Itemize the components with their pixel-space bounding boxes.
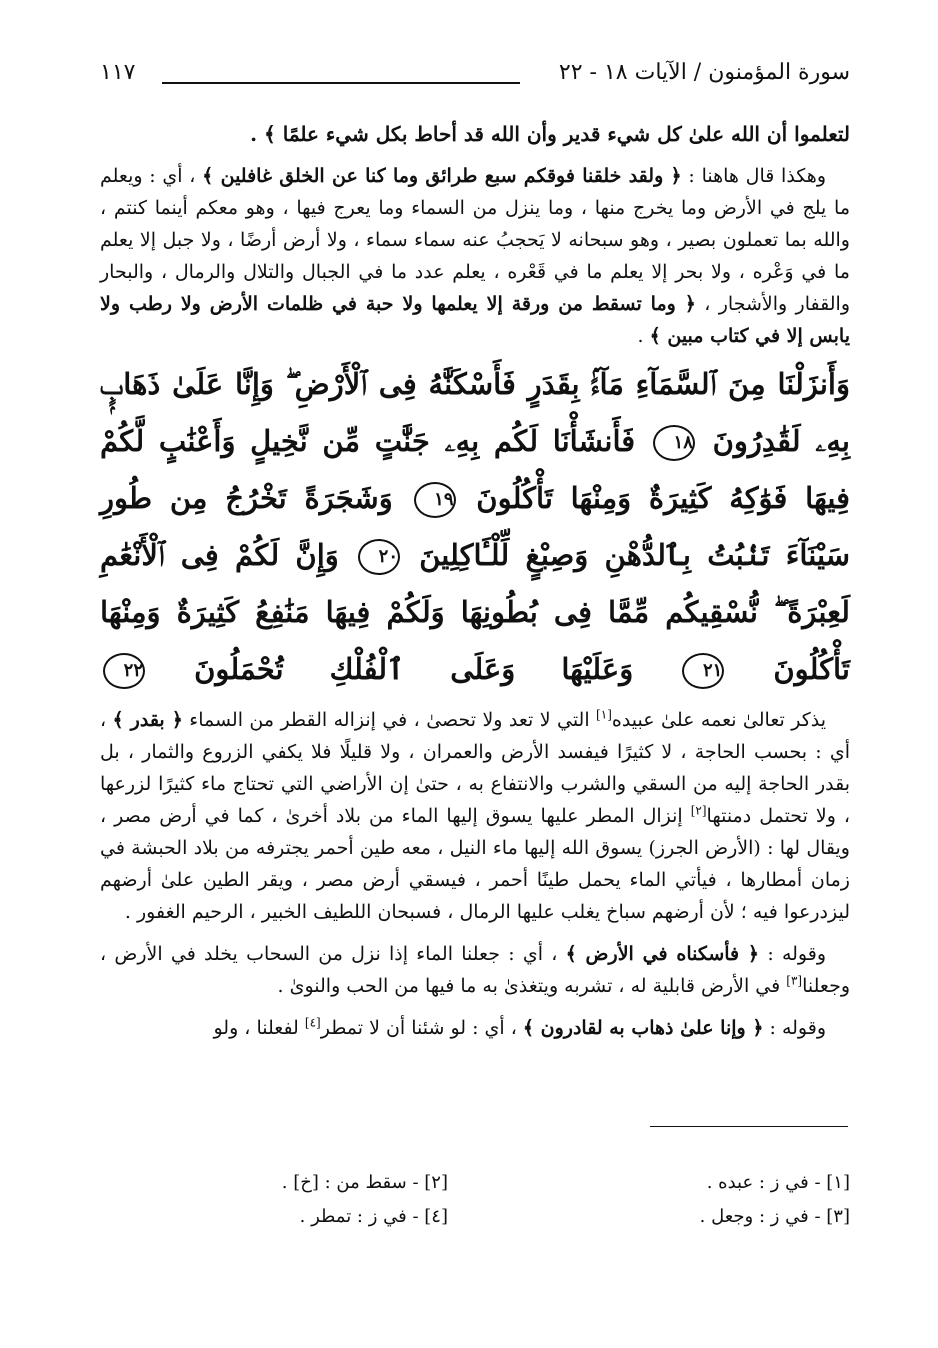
quran-quote: ﴿ وإنا علىٰ ذهاب به لقادرون ﴾ (522, 1017, 764, 1039)
verse-18: وَأَنزَلْنَا مِنَ ٱلسَّمَآءِ مَآءًۢ بِقَدَرٍ فَأَسْكَنَّٰهُ فِى ٱلْأَرْضِ ۖ وَإِنَّا عَلَىٰ ذَهَابٍۭ بِهِۦ لَقَٰدِرُونَ (100, 367, 850, 458)
paragraph-3 (100, 938, 850, 1002)
paragraph-text: ، أي : بحسب الحاجة ، لا كثيرًا فيفسد الأرض والعمران ، ولا قليلًا فلا يكفي الزروع والثمار ، بل بقدر الحاجة إليه من السقي والشرب والانتفاع به ، حتىٰ إن الأراضي التي تحتاج ماء كثيرًا لزرعها ، ولا تحتمل دمنتها (100, 709, 850, 827)
footnote-2: [٢] - سقط من : [خ] . (281, 1172, 448, 1193)
paragraph-text: ، أي : جعلنا الماء إذا نزل من السحاب يخلد في الأرض ، وجعلنا (100, 943, 850, 997)
ayah-number-marker: ١٩ (414, 482, 456, 518)
ayah-number-marker: ١٨ (653, 425, 695, 461)
verse-20: وَشَجَرَةً تَخْرُجُ مِن طُورِ سَيْنَآءَ تَنۢبُتُ بِٱلدُّهْنِ وَصِبْغٍ لِّلْـَٔاكِلِينَ (100, 481, 850, 572)
paragraph-1 (100, 160, 850, 352)
main-text (100, 118, 850, 1044)
paragraph-text: ، أي : ويعلم ما يلج في الأرض وما يخرج منها ، وما ينزل من السماء وما يعرج فيها ، وهو معكم أينما كنتم ، والله بما تعملون بصير ، وهو سبحانه لا يَحجبُ عنه سماء سماء ، ولا أرض أرضًا ، ولا جبل إلا يعلم ما في وَعْره ، ولا بحر إلا يعلم ما في قَعْره ، يعلم عدد ما في الجبال والتلال والرمال ، والبحار والقفار والأشجار ، (100, 165, 850, 315)
continued-line: لتعلموا أن الله علىٰ كل شيء قدير وأن الله قد أحاط بكل شيء علمًا ﴾ . (250, 122, 850, 146)
verse-21: وَإِنَّ لَكُمْ فِى ٱلْأَنْعَٰمِ لَعِبْرَةً ۖ نُّسْقِيكُم مِّمَّا فِى بُطُونِهَا وَلَكُمْ فِيهَا مَنَٰفِعُ كَثِيرَةٌ وَمِنْهَا تَأْكُلُونَ (100, 538, 850, 686)
footnote-ref[interactable]: [١] (596, 707, 612, 722)
page-number: ١١٧ (100, 60, 136, 85)
paragraph-4 (100, 1012, 850, 1044)
footnote-1: [١] - في ز : عبده . (706, 1172, 850, 1193)
paragraph-text: في الأرض قابلية له ، تشربه ويتغذىٰ به ما فيها من الحب والنوىٰ . (277, 975, 787, 997)
quran-quote: ﴿ ولقد خلقنا فوقكم سبع طرائق وما كنا عن الخلق غافلين ﴾ (202, 165, 682, 187)
verse-19: فَأَنشَأْنَا لَكُم بِهِۦ جَنَّٰتٍ مِّن نَّخِيلٍ وَأَعْنَٰبٍ لَّكُمْ فِيهَا فَوَٰكِهُ كَثِيرَةٌ وَمِنْهَا تَأْكُلُونَ (100, 424, 850, 515)
paragraph-text: وهكذا قال هاهنا : (681, 165, 826, 187)
footnote-ref[interactable]: [٣] (786, 973, 803, 988)
paragraph-text: . (637, 325, 650, 347)
footnote-rule (650, 1126, 848, 1127)
quran-verses-block (100, 356, 850, 698)
footnote-ref[interactable]: [٢] (690, 803, 707, 818)
quran-quote: ﴿ فأسكناه في الأرض ﴾ (565, 943, 760, 965)
footnote-ref[interactable]: [٤] (304, 1015, 321, 1030)
running-title: سورة المؤمنون / الآيات ١٨ - ٢٢ (558, 60, 850, 85)
paragraph-text: ، أي : لو شئنا أن لا تمطر (320, 1017, 523, 1039)
quran-quote: ﴿ بقدر ﴾ (112, 709, 183, 731)
quran-quote: ﴿ وما تسقط من ورقة إلا يعلمها ولا حبة في ظلمات الأرض ولا رطب ولا يابس إلا في كتاب مبين ﴾ (100, 293, 850, 347)
paragraph-text: وقوله : (759, 943, 827, 965)
verse-22: وَعَلَيْهَا وَعَلَى ٱلْفُلْكِ تُحْمَلُونَ (194, 652, 634, 686)
paragraph-text: لفعلنا ، ولو (213, 1017, 305, 1039)
ayah-number-marker: ٢٢ (103, 653, 145, 689)
header-rule (162, 82, 520, 84)
ayah-number-marker: ٢٠ (358, 539, 400, 575)
footnote-4: [٤] - في ز : تمطر . (299, 1206, 448, 1227)
paragraph-text: إنزال المطر عليها يسوق إليها الماء من بلاد أخرىٰ ، كما في أرض مصر ، ويقال لها : (الأرض الجرز) يسوق الله إليها ماء النيل ، معه طين أحمر يجترفه من بلاد الحبشة في زمان أمطارها ، فيأتي الماء يحمل طينًا أحمر ، فيسقي أرض مصر ، ويقر الطين علىٰ أرضهم ليزدرعوا فيه ؛ لأن أرضهم سباخ يغلب عليها الرمال ، فسبحان اللطيف الخبير ، الرحيم الغفور . (100, 805, 850, 923)
paragraph-text: التي لا تعد ولا تحصىٰ ، في إنزاله القطر من السماء (182, 709, 597, 731)
ayah-number-marker: ٢١ (682, 653, 724, 689)
paragraph-text: يذكر تعالىٰ نعمه علىٰ عبيده (611, 709, 827, 731)
paragraph-text: وقوله : (763, 1017, 826, 1039)
footnote-3: [٣] - في ز : وجعل . (699, 1206, 850, 1227)
paragraph-2 (100, 704, 850, 928)
page-header (100, 60, 850, 100)
